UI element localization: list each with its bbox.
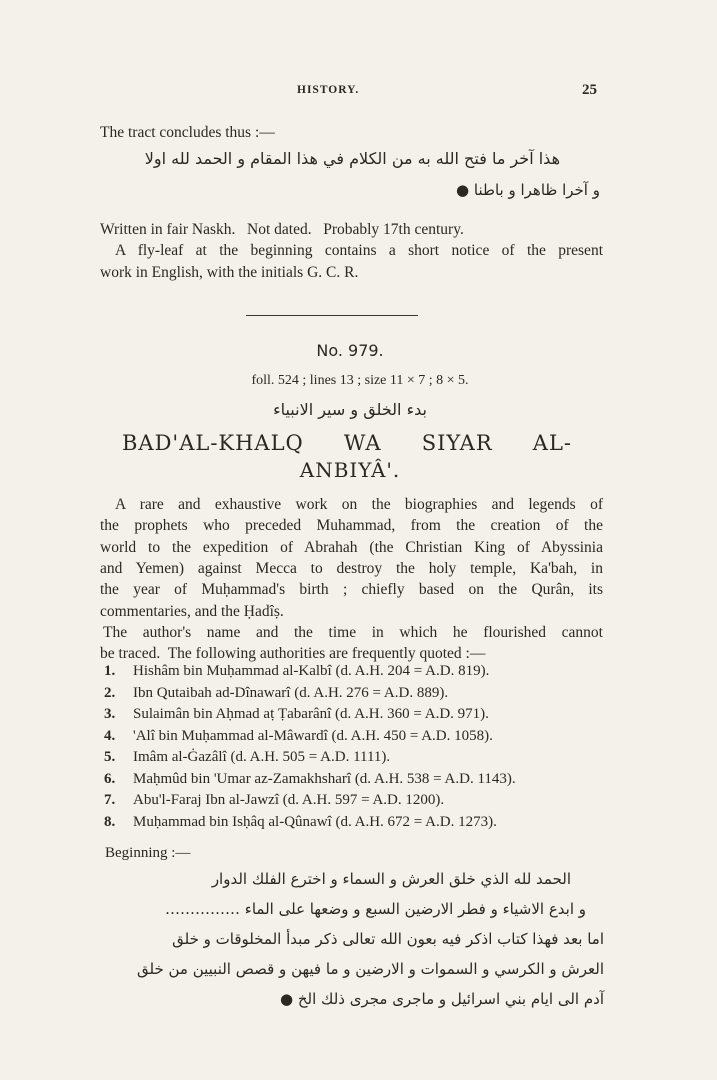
collation: foll. 524 ; lines 13 ; size 11 × 7 ; 8 × 5. xyxy=(251,373,469,388)
authority-dates: (d. A.H. 360 = A.D. 971). xyxy=(335,706,489,722)
authority-number: 2. xyxy=(104,684,116,701)
description-line: world to the expedition of Abrahah (the Christian King of Abyssinia xyxy=(100,539,603,556)
work-title: BAD'AL-KHALQ WA SIYAR AL- xyxy=(122,431,572,455)
arabic-beginning-line: اما بعد فهذا كتاب اذكر فيه بعون الله تعالى ذكر مبدأ المخلوقات و خلق xyxy=(172,930,604,948)
authority-name: Abu'l-Faraj Ibn al-Jawzî xyxy=(133,792,279,808)
author-line: The author's name and the time in which he flourished cannot xyxy=(103,624,603,641)
arabic-ending-line: هذا آخر ما فتح الله به من الكلام في هذا المقام و الحمد لله اولا xyxy=(144,149,560,168)
arabic-beginning-line: آدم الى ايام بني اسرائيل و ماجرى مجرى ذلك الخ ● xyxy=(280,990,604,1008)
description-line: the prophets who preceded Muhammad, from the creation of the xyxy=(100,517,603,534)
entry-number: No. 979. xyxy=(316,341,384,360)
authority-number: 6. xyxy=(104,770,116,787)
authority-dates: (d. A.H. 204 = A.D. 819). xyxy=(335,663,490,679)
authority-item xyxy=(104,661,489,681)
author-line: be traced. The following authorities are frequently quoted :— xyxy=(100,645,486,662)
arabic-beginning-line: العرش و الكرسي و السموات و الارضين و ما فيهن و قصص النبيين من خلق xyxy=(136,960,604,978)
arabic-title: بدء الخلق و سير الانبياء xyxy=(273,400,427,419)
authority-item xyxy=(104,812,497,832)
authority-dates: (d. A.H. 672 = A.D. 1273). xyxy=(335,813,497,830)
description-line: commentaries, and the Ḥadîṣ. xyxy=(100,603,284,620)
authority-number: 1. xyxy=(104,663,116,679)
authority-number: 3. xyxy=(104,706,116,722)
authority-item xyxy=(104,683,448,703)
description-line: the year of Muḥammad's birth ; chiefly based on the Qurân, its xyxy=(100,581,603,598)
description-line: and Yemen) against Mecca to destroy the holy temple, Ka'bah, in xyxy=(100,560,603,577)
running-header: HISTORY. xyxy=(297,84,360,96)
arabic-ending-line: و آخرا ظاهرا و باطنا ● xyxy=(456,181,600,199)
authority-dates: (d. A.H. 276 = A.D. 889). xyxy=(294,684,449,701)
tract-label: The tract concludes thus :— xyxy=(100,124,275,141)
beginning-label: Beginning :— xyxy=(105,845,191,861)
authority-name: Sulaimân bin Aḥmad aṭ Ṭabarânî xyxy=(133,706,332,722)
authority-item xyxy=(104,790,444,810)
arabic-beginning-line: الحمد لله الذي خلق العرش و السماء و اخترع الفلك الدوار xyxy=(211,870,571,888)
authority-dates: (d. A.H. 450 = A.D. 1058). xyxy=(331,727,493,744)
authority-item xyxy=(104,704,489,724)
authority-name: Hishâm bin Muḥammad al-Kalbî xyxy=(133,663,332,679)
authority-name: Muḥammad bin Isḥâq al-Qûnawî xyxy=(133,813,332,830)
authority-dates: (d. A.H. 505 = A.D. 1111). xyxy=(230,749,391,765)
script-note: Written in fair Naskh. Not dated. Probably 17th century. xyxy=(100,221,464,238)
flyleaf-note: A fly-leaf at the beginning contains a short notice of the present xyxy=(115,242,603,259)
authority-item xyxy=(104,747,390,767)
authority-dates: (d. A.H. 538 = A.D. 1143). xyxy=(354,770,516,787)
authority-name: Imâm al-Ġazâlî xyxy=(133,749,227,765)
authority-dates: (d. A.H. 597 = A.D. 1200). xyxy=(282,792,445,808)
authority-name: Maḥmûd bin 'Umar az-Zamakhsharî xyxy=(133,770,352,787)
work-title: ANBIYÂ'. xyxy=(299,458,401,482)
authority-name: Ibn Qutaibah ad-Dînawarî xyxy=(133,684,291,701)
authority-name: 'Alî bin Muḥammad al-Mâwardî xyxy=(133,727,328,744)
flyleaf-note: work in English, with the initials G. C. R. xyxy=(100,264,359,281)
authority-item xyxy=(104,769,516,789)
authority-number: 8. xyxy=(104,813,116,830)
arabic-beginning-line: و ابدع الاشياء و فطر الارضين السبع و وضعها على الماء …………… xyxy=(165,900,586,918)
authority-number: 5. xyxy=(104,749,116,765)
section-divider xyxy=(246,315,418,316)
authority-number: 4. xyxy=(104,727,116,744)
authority-number: 7. xyxy=(104,792,116,808)
authority-item xyxy=(104,726,493,746)
description-line: A rare and exhaustive work on the biographies and legends of xyxy=(115,496,603,513)
page-number: 25 xyxy=(582,82,597,98)
